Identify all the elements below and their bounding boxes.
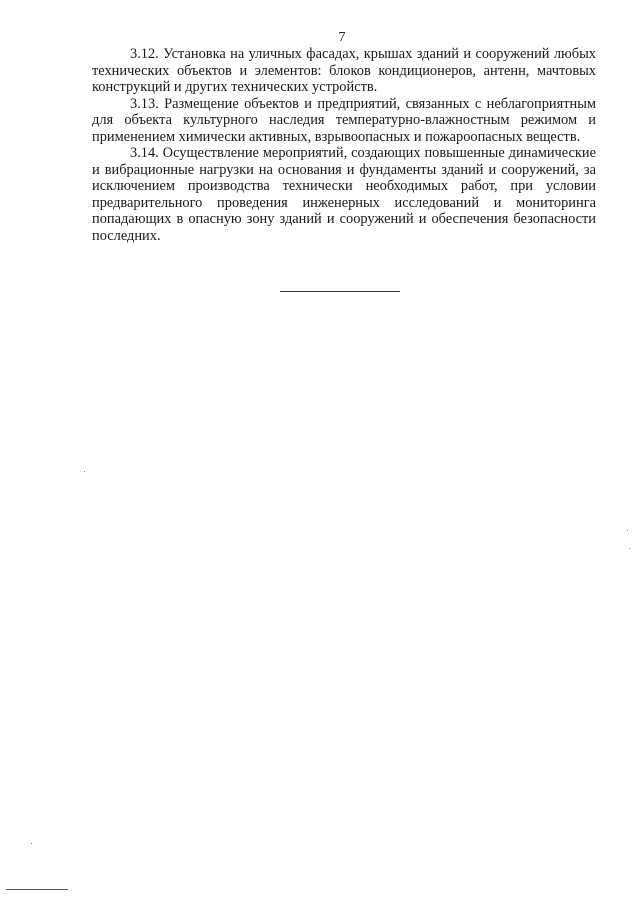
end-of-text-rule — [280, 291, 400, 292]
scan-speck — [629, 548, 630, 549]
document-body — [92, 46, 596, 244]
paragraph-3-13: 3.13. Размещение объектов и предприятий, связанных с неблагоприятным для объекта культурного наследия температурно-влажностным режимом и применением химически активных, взрывоопасных и пожароопасных веществ. — [92, 95, 596, 145]
footer-rule — [6, 889, 68, 890]
scan-speck — [627, 530, 628, 531]
scan-speck — [84, 471, 85, 472]
scan-speck — [31, 843, 32, 844]
page-number: 7 — [338, 30, 346, 45]
paragraph-3-14: 3.14. Осуществление мероприятий, создающих повышенные динамические и вибрационные нагрузки на основания и фундаменты зданий и сооружений, за исключением производства технически необходимых работ, при условии предварительного проведения инженерных исследований и мониторинга попадающих в опасную зону зданий и сооружений и обеспечения безопасности последних. — [92, 145, 596, 244]
paragraph-3-12: 3.12. Установка на уличных фасадах, крышах зданий и сооружений любых технических объектов и элементов: блоков кондиционеров, антенн, мачтовых конструкций и других технических устройств. — [92, 46, 596, 95]
